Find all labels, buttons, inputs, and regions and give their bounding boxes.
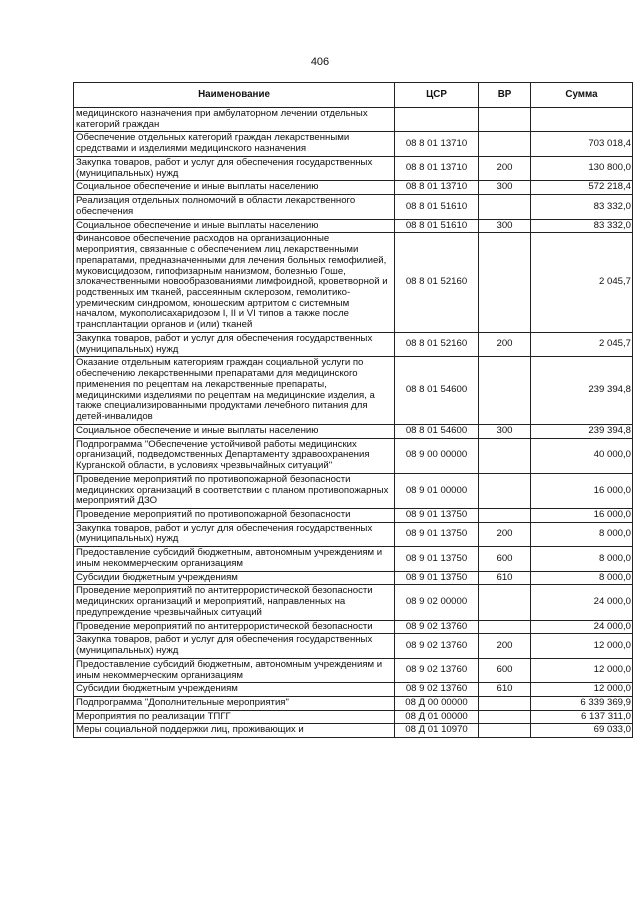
row-vr xyxy=(479,132,531,156)
row-vr: 610 xyxy=(479,571,531,585)
row-vr xyxy=(479,585,531,620)
page-number: 406 xyxy=(310,56,330,68)
table-row xyxy=(74,219,633,233)
row-csr: 08 8 01 54600 xyxy=(395,357,479,424)
row-csr: 08 8 01 13710 xyxy=(395,156,479,180)
table-row xyxy=(74,438,633,473)
row-vr xyxy=(479,508,531,522)
header-sum: Сумма xyxy=(531,83,633,108)
row-vr xyxy=(479,473,531,508)
row-csr: 08 9 02 13760 xyxy=(395,658,479,682)
row-sum: 24 000,0 xyxy=(531,585,633,620)
row-csr: 08 9 01 13750 xyxy=(395,522,479,546)
table-row xyxy=(74,332,633,356)
table-row xyxy=(74,508,633,522)
row-sum: 6 137 311,0 xyxy=(531,710,633,724)
table-row xyxy=(74,585,633,620)
row-sum: 83 332,0 xyxy=(531,195,633,219)
row-name: Мероприятия по реализации ТПГГ xyxy=(74,710,395,724)
row-vr xyxy=(479,438,531,473)
row-name: Проведение мероприятий по противопожарной безопасности xyxy=(74,508,395,522)
row-sum: 703 018,4 xyxy=(531,132,633,156)
row-sum: 24 000,0 xyxy=(531,620,633,634)
row-csr: 08 Д 01 10970 xyxy=(395,724,479,738)
row-csr: 08 9 02 13760 xyxy=(395,634,479,658)
row-csr: 08 9 02 13760 xyxy=(395,620,479,634)
row-name: медицинского назначения при амбулаторном лечении отдельных категорий граждан xyxy=(74,108,395,132)
row-vr xyxy=(479,357,531,424)
row-name: Проведение мероприятий по антитеррористической безопасности xyxy=(74,620,395,634)
row-vr xyxy=(479,233,531,333)
row-vr xyxy=(479,696,531,710)
row-csr: 08 8 01 54600 xyxy=(395,424,479,438)
row-csr: 08 9 02 13760 xyxy=(395,683,479,697)
row-csr xyxy=(395,108,479,132)
table-row xyxy=(74,181,633,195)
row-sum: 16 000,0 xyxy=(531,508,633,522)
table-row xyxy=(74,547,633,571)
row-vr: 200 xyxy=(479,522,531,546)
row-csr: 08 9 01 13750 xyxy=(395,547,479,571)
row-name: Подпрограмма "Дополнительные мероприятия" xyxy=(74,696,395,710)
row-csr: 08 8 01 51610 xyxy=(395,195,479,219)
header-csr: ЦСР xyxy=(395,83,479,108)
table-row xyxy=(74,683,633,697)
row-name: Социальное обеспечение и иные выплаты населению xyxy=(74,424,395,438)
row-sum: 2 045,7 xyxy=(531,233,633,333)
row-sum: 239 394,8 xyxy=(531,357,633,424)
row-vr xyxy=(479,620,531,634)
row-csr: 08 8 01 51610 xyxy=(395,219,479,233)
row-vr: 610 xyxy=(479,683,531,697)
row-vr xyxy=(479,108,531,132)
row-name: Закупка товаров, работ и услуг для обеспечения государственных (муниципальных) нужд xyxy=(74,332,395,356)
row-sum: 12 000,0 xyxy=(531,634,633,658)
row-csr: 08 Д 01 00000 xyxy=(395,710,479,724)
row-vr: 600 xyxy=(479,658,531,682)
row-sum: 130 800,0 xyxy=(531,156,633,180)
row-vr: 200 xyxy=(479,634,531,658)
row-name: Обеспечение отдельных категорий граждан лекарственными средствами и изделиями медицинского назначения xyxy=(74,132,395,156)
row-name: Реализация отдельных полномочий в области лекарственного обеспечения xyxy=(74,195,395,219)
row-sum: 40 000,0 xyxy=(531,438,633,473)
row-sum: 6 339 369,9 xyxy=(531,696,633,710)
table-body xyxy=(74,108,633,738)
table-row xyxy=(74,424,633,438)
row-sum: 16 000,0 xyxy=(531,473,633,508)
row-sum: 239 394,8 xyxy=(531,424,633,438)
row-name: Предоставление субсидий бюджетным, автономным учреждениям и иным некоммерческим организациям xyxy=(74,547,395,571)
row-vr: 200 xyxy=(479,332,531,356)
table-row xyxy=(74,357,633,424)
row-name: Закупка товаров, работ и услуг для обеспечения государственных (муниципальных) нужд xyxy=(74,634,395,658)
row-name: Закупка товаров, работ и услуг для обеспечения государственных (муниципальных) нужд xyxy=(74,522,395,546)
table-row xyxy=(74,473,633,508)
row-name: Закупка товаров, работ и услуг для обеспечения государственных (муниципальных) нужд xyxy=(74,156,395,180)
table-row xyxy=(74,156,633,180)
table-row xyxy=(74,108,633,132)
row-csr: 08 9 01 00000 xyxy=(395,473,479,508)
table-row xyxy=(74,658,633,682)
row-vr: 300 xyxy=(479,181,531,195)
row-name: Социальное обеспечение и иные выплаты населению xyxy=(74,181,395,195)
row-sum: 2 045,7 xyxy=(531,332,633,356)
table-row xyxy=(74,132,633,156)
header-name: Наименование xyxy=(74,83,395,108)
table-row xyxy=(74,724,633,738)
row-name: Субсидии бюджетным учреждениям xyxy=(74,683,395,697)
row-name: Субсидии бюджетным учреждениям xyxy=(74,571,395,585)
row-csr: 08 9 01 13750 xyxy=(395,508,479,522)
row-csr: 08 8 01 13710 xyxy=(395,181,479,195)
row-name: Социальное обеспечение и иные выплаты населению xyxy=(74,219,395,233)
row-name: Меры социальной поддержки лиц, проживающих и xyxy=(74,724,395,738)
row-vr xyxy=(479,710,531,724)
row-csr: 08 9 01 13750 xyxy=(395,571,479,585)
row-csr: 08 8 01 52160 xyxy=(395,332,479,356)
row-vr: 300 xyxy=(479,219,531,233)
row-sum: 8 000,0 xyxy=(531,522,633,546)
table-row xyxy=(74,696,633,710)
row-name: Предоставление субсидий бюджетным, автономным учреждениям и иным некоммерческим организациям xyxy=(74,658,395,682)
table-row xyxy=(74,710,633,724)
row-sum: 83 332,0 xyxy=(531,219,633,233)
row-name: Подпрограмма "Обеспечение устойчивой работы медицинских организаций, подведомственных Департаменту здравоохранения Курганской области, в условиях чрезвычайных ситуаций" xyxy=(74,438,395,473)
row-name: Проведение мероприятий по противопожарной безопасности медицинских организаций в соответствии с планом противопожарных мероприятий ДЗО xyxy=(74,473,395,508)
table-row xyxy=(74,233,633,333)
table-row xyxy=(74,195,633,219)
header-vr: ВР xyxy=(479,83,531,108)
row-sum: 12 000,0 xyxy=(531,658,633,682)
row-csr: 08 8 01 13710 xyxy=(395,132,479,156)
row-name: Оказание отдельным категориям граждан социальной услуги по обеспечению лекарственными препаратами для медицинского применения по рецептам на лекарственные препараты, медицинскими изделиями по рецептам на медицинские изделия, а также специализированными продуктами лечебного питания для детей-инвалидов xyxy=(74,357,395,424)
table-header-row xyxy=(74,83,633,108)
row-sum: 8 000,0 xyxy=(531,547,633,571)
row-csr: 08 8 01 52160 xyxy=(395,233,479,333)
row-csr: 08 Д 00 00000 xyxy=(395,696,479,710)
row-csr: 08 9 02 00000 xyxy=(395,585,479,620)
row-name: Финансовое обеспечение расходов на организационные мероприятия, связанные с обеспечением лиц лекарственными препаратами, предназначенными для лечения больных гемофилией, муковисцидозом, гипофизарным нанизмом, болезнью Гоше, злокачественными новообразованиями лимфоидной, кроветворной и родственных им тканей, рассеянным склерозом, гемолитико-уремическим синдромом, юношеским артритом с системным началом, мукополисахаридозом I, II и VI типов а также после трансплантации органов и (или) тканей xyxy=(74,233,395,333)
row-csr: 08 9 00 00000 xyxy=(395,438,479,473)
table-row xyxy=(74,571,633,585)
row-vr xyxy=(479,195,531,219)
table-row xyxy=(74,522,633,546)
budget-table xyxy=(73,82,633,738)
row-vr: 600 xyxy=(479,547,531,571)
row-name: Проведение мероприятий по антитеррористической безопасности медицинских организаций и мероприятий, направленных на предупреждение чрезвычайных ситуаций xyxy=(74,585,395,620)
row-vr xyxy=(479,724,531,738)
row-sum: 572 218,4 xyxy=(531,181,633,195)
row-sum: 8 000,0 xyxy=(531,571,633,585)
row-sum xyxy=(531,108,633,132)
table-row xyxy=(74,620,633,634)
row-vr: 300 xyxy=(479,424,531,438)
row-sum: 69 033,0 xyxy=(531,724,633,738)
row-sum: 12 000,0 xyxy=(531,683,633,697)
row-vr: 200 xyxy=(479,156,531,180)
table-row xyxy=(74,634,633,658)
